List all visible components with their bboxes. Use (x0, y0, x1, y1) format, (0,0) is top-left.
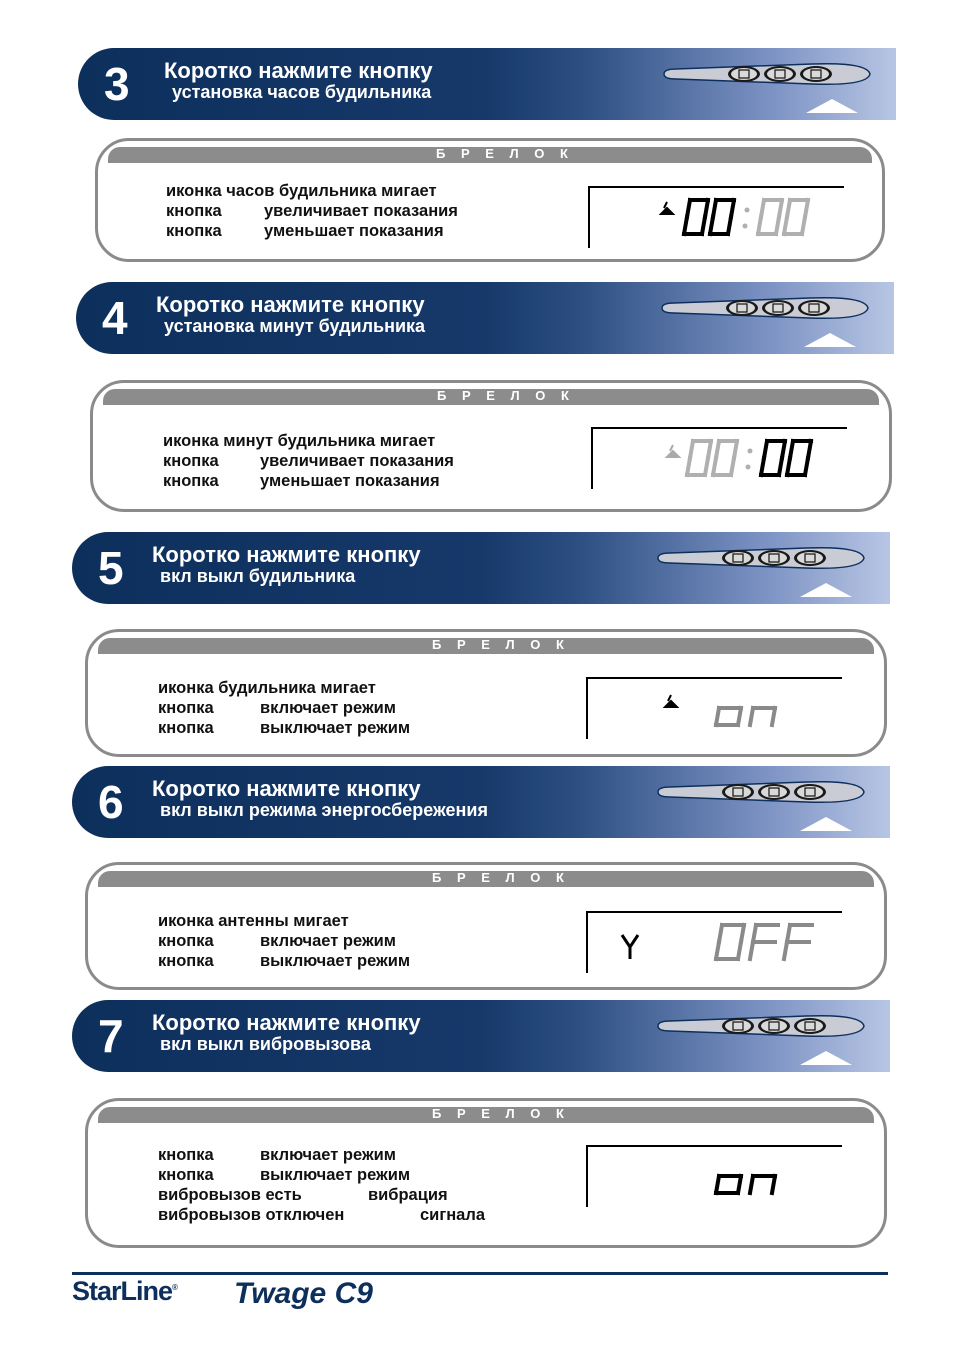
model-name: Twage C9 (234, 1277, 373, 1310)
box-label: Б Р Е Л О К (436, 146, 574, 161)
step-title: Коротко нажмите кнопку (152, 1010, 421, 1035)
lcd-digits (593, 429, 847, 489)
step-subtitle: вкл выкл вибровызова (160, 1034, 371, 1054)
lcd-digit (750, 1176, 775, 1193)
fob-icon (656, 1013, 866, 1039)
info-line: иконка часов будильника мигает (166, 182, 437, 200)
step-subtitle: установка часов будильника (172, 82, 432, 102)
step-title: Коротко нажмите кнопку (152, 542, 421, 567)
arrow-up-icon (806, 99, 858, 113)
lcd-digit (750, 708, 775, 725)
box-label: Б Р Е Л О К (432, 637, 570, 652)
box-header (98, 871, 874, 887)
step-7-banner (72, 1000, 890, 1072)
info-line: вибровызов отключен сигнала (158, 1206, 485, 1224)
fob-icon (660, 295, 870, 321)
step-title: Коротко нажмите кнопку (164, 58, 433, 83)
lcd-colon (748, 449, 753, 454)
lcd-digits (588, 679, 842, 739)
info-line: кнопка включает режим (158, 1146, 397, 1164)
step-title: Коротко нажмите кнопку (152, 776, 421, 801)
box-header (103, 389, 879, 405)
step-title: Коротко нажмите кнопку (156, 292, 425, 317)
lcd-digit (684, 200, 708, 234)
bell-icon (667, 445, 679, 457)
info-line: кнопка включает режим (158, 699, 397, 717)
lcd-digits (588, 1147, 842, 1207)
info-line: иконка антенны мигает (158, 912, 349, 930)
step-number: 7 (98, 1010, 124, 1062)
step-subtitle: установка минут будильника (164, 316, 426, 336)
step-5-banner (72, 532, 890, 604)
info-line: кнопка включает режим (158, 932, 397, 950)
step-number: 5 (98, 542, 124, 594)
info-line: кнопка уменьшает показания (163, 472, 440, 490)
lcd-digit (687, 441, 711, 475)
info-lines (158, 911, 411, 971)
lcd-display (586, 1145, 842, 1207)
lcd-digit (761, 441, 785, 475)
fob-icon (656, 545, 866, 571)
info-line: кнопка выключает режим (158, 719, 411, 737)
info-line: вибровызов есть вибрация (158, 1186, 448, 1204)
info-lines (158, 678, 411, 738)
lcd-digit (710, 200, 734, 234)
lcd-digit (787, 441, 811, 475)
step-number: 6 (98, 776, 124, 828)
fob-icon (662, 61, 872, 87)
footer-rule (72, 1272, 888, 1275)
lcd-display (586, 911, 842, 973)
lcd-display (586, 677, 842, 739)
step-subtitle: вкл выкл будильника (160, 566, 356, 586)
info-lines (158, 1145, 485, 1225)
step-5-info (85, 629, 887, 757)
bell-icon (661, 202, 673, 214)
brand-logo: StarLine® (72, 1276, 177, 1306)
box-label: Б Р Е Л О К (432, 870, 570, 885)
lcd-digit (713, 441, 737, 475)
lcd-digit (784, 200, 808, 234)
info-line: кнопка выключает режим (158, 952, 411, 970)
step-subtitle: вкл выкл режима энергосбережения (160, 800, 488, 820)
box-header (98, 638, 874, 654)
lcd-colon (745, 208, 750, 213)
box-header (108, 147, 872, 163)
info-line: иконка будильника мигает (158, 679, 376, 697)
box-label: Б Р Е Л О К (432, 1106, 570, 1121)
lcd-digit (716, 708, 741, 725)
step-number: 4 (102, 292, 128, 344)
info-line: кнопка выключает режим (158, 1166, 411, 1184)
lcd-digits (588, 913, 842, 973)
info-line: кнопка уменьшает показания (166, 222, 444, 240)
lcd-display (588, 186, 844, 248)
arrow-up-icon (800, 583, 852, 597)
lcd-digit (716, 925, 744, 959)
step-4-info (90, 380, 892, 512)
step-number: 3 (104, 58, 130, 110)
arrow-up-icon (800, 817, 852, 831)
lcd-colon (746, 465, 751, 470)
info-lines (166, 181, 458, 241)
info-line: иконка минут будильника мигает (163, 432, 436, 450)
step-6-info (85, 862, 887, 990)
step-7-info (85, 1098, 887, 1248)
lcd-digit (716, 1176, 741, 1193)
step-3-info (95, 138, 885, 262)
fob-icon (656, 779, 866, 805)
info-line: кнопка увеличивает показания (166, 202, 458, 220)
step-4-banner (76, 282, 894, 354)
box-label: Б Р Е Л О К (437, 388, 575, 403)
info-lines (163, 431, 454, 491)
lcd-display (591, 427, 847, 489)
arrow-up-icon (804, 333, 856, 347)
lcd-digits (590, 188, 844, 248)
arrow-up-icon (800, 1051, 852, 1065)
box-header (98, 1107, 874, 1123)
step-6-banner (72, 766, 890, 838)
antenna-icon (622, 935, 638, 959)
lcd-colon (743, 224, 748, 229)
step-3-banner (78, 48, 896, 120)
info-line: кнопка увеличивает показания (163, 452, 454, 470)
lcd-digit (758, 200, 782, 234)
bell-icon (665, 695, 677, 707)
lcd-digit (784, 925, 812, 959)
lcd-digit (750, 925, 778, 959)
